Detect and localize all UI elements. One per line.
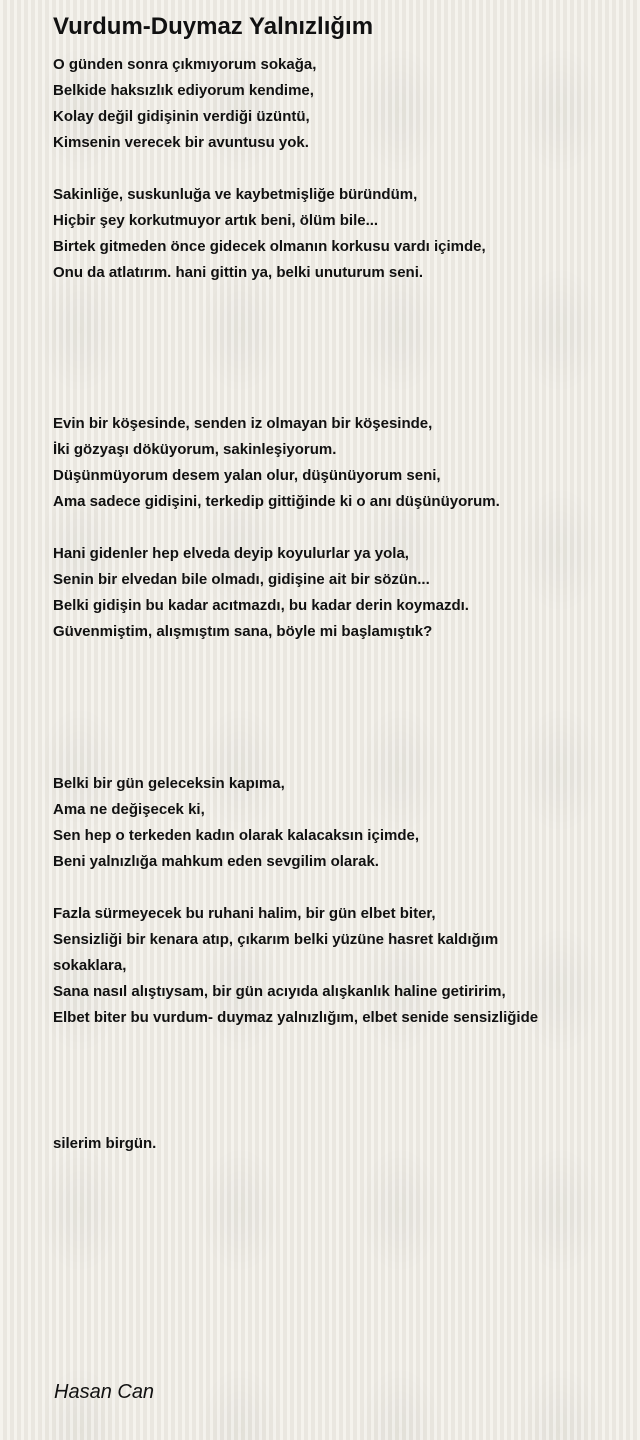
poem-line: Evin bir köşesinde, senden iz olmayan bir köşesinde, <box>53 415 433 432</box>
poem-stanza-4 <box>53 541 613 645</box>
poem-stanza-3 <box>53 411 613 515</box>
poem-line: Düşünmüyorum desem yalan olur, düşünüyorum seni, <box>53 467 441 484</box>
poem-line: Kolay değil gidişinin verdiği üzüntü, <box>53 108 310 125</box>
poem-line: Sen hep o terkeden kadın olarak kalacaksın içimde, <box>53 827 419 844</box>
poem-line: O günden sonra çıkmıyorum sokağa, <box>53 56 317 73</box>
poem-line: Sakinliğe, suskunluğa ve kaybetmişliğe büründüm, <box>53 186 418 203</box>
poem-line: İki gözyaşı döküyorum, sakinleşiyorum. <box>53 441 337 458</box>
poem-line: Hani gidenler hep elveda deyip koyulurlar ya yola, <box>53 545 409 562</box>
poem-line: sokaklara, <box>53 957 127 974</box>
poem-line: Belki gidişin bu kadar acıtmazdı, bu kadar derin koymazdı. <box>53 597 469 614</box>
poem-line: Belki bir gün geleceksin kapıma, <box>53 775 285 792</box>
poem-line: Birtek gitmeden önce gidecek olmanın korkusu vardı içimde, <box>53 238 486 255</box>
poem-stanza-5 <box>53 771 613 875</box>
poem-line: Belkide haksızlık ediyorum kendime, <box>53 82 314 99</box>
poem-line: Beni yalnızlığa mahkum eden sevgilim olarak. <box>53 853 379 870</box>
poem-line: Onu da atlatırım. hani gittin ya, belki unuturum seni. <box>53 264 424 281</box>
poem-line: Elbet biter bu vurdum- duymaz yalnızlığım, elbet senide sensizliğide <box>53 1009 539 1026</box>
poem-line: Hiçbir şey korkutmuyor artık beni, ölüm bile... <box>53 212 379 229</box>
poem-line: Sensizliği bir kenara atıp, çıkarım belki yüzüne hasret kaldığım <box>53 931 499 948</box>
poem-line: Güvenmiştim, alışmıştım sana, böyle mi başlamıştık? <box>53 623 433 640</box>
poem-line: silerim birgün. <box>53 1135 157 1152</box>
poem-author: Hasan Can <box>54 1381 155 1403</box>
poem-stanza-2 <box>53 182 613 286</box>
poem-line: Ama sadece gidişini, terkedip gittiğinde ki o anı düşünüyorum. <box>53 493 500 510</box>
poem-line: Fazla sürmeyecek bu ruhani halim, bir gün elbet biter, <box>53 905 436 922</box>
poem-line: Sana nasıl alıştıysam, bir gün acıyıda alışkanlık haline getiririm, <box>53 983 506 1000</box>
poem-stanza-7 <box>53 1131 613 1157</box>
poem-stanza-1 <box>53 52 613 156</box>
poem-title: Vurdum-Duymaz Yalnızlığım <box>53 13 374 40</box>
poem-line: Senin bir elvedan bile olmadı, gidişine ait bir sözün... <box>53 571 430 588</box>
poem-line: Ama ne değişecek ki, <box>53 801 205 818</box>
poem-line: Kimsenin verecek bir avuntusu yok. <box>53 134 309 151</box>
poem-stanza-6 <box>53 901 613 1031</box>
